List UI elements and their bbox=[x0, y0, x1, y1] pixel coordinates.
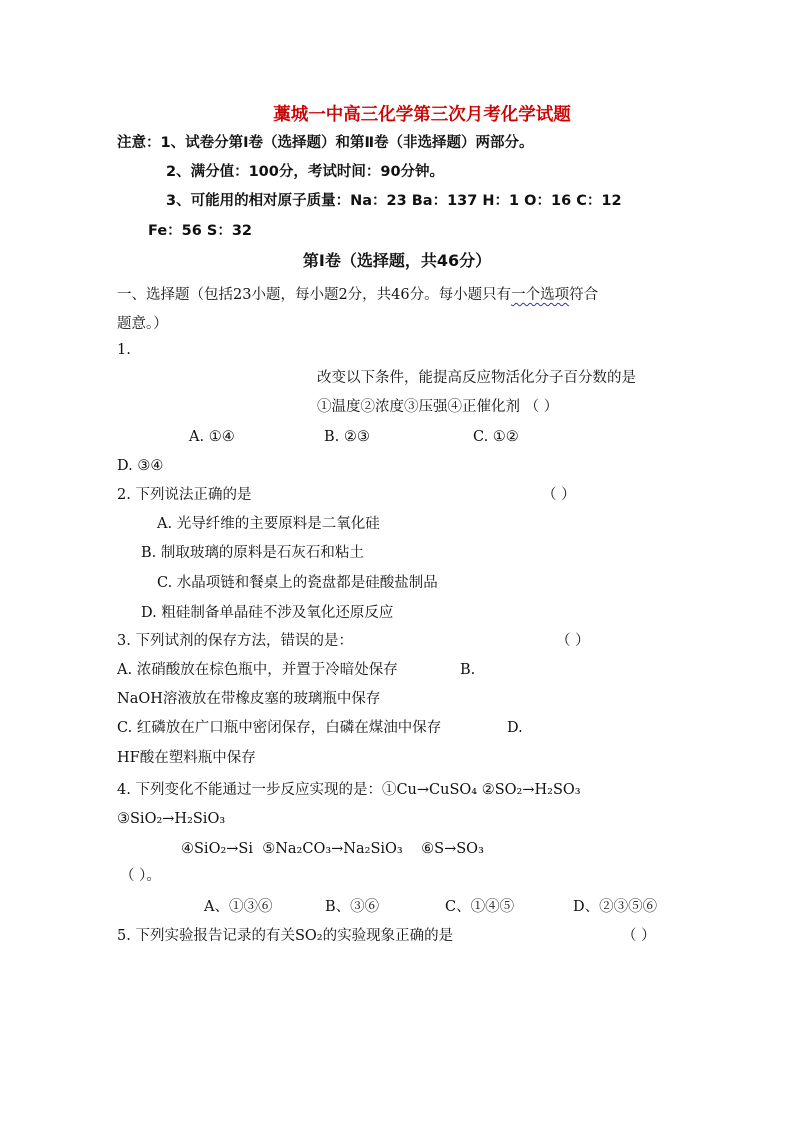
q4-reaction-5: ⑤Na₂CO₃→Na₂SiO₃ bbox=[262, 841, 403, 857]
q5-stem: 5. 下列实验报告记录的有关SO₂的实验现象正确的是 bbox=[117, 928, 454, 944]
q2-option-a: A. 光导纤维的主要原料是二氧化硅 bbox=[157, 516, 380, 532]
q4-stem-text: 4. 下列变化不能通过一步反应实现的是： bbox=[117, 782, 382, 798]
q4-answer-bracket: （ ）。 bbox=[120, 868, 161, 884]
q1-stem: 改变以下条件，能提高反应物活化分子百分数的是 bbox=[317, 370, 636, 386]
note-2: 2、满分值：100分，考试时间：90分钟。 bbox=[166, 164, 445, 180]
instructions-line-1 bbox=[117, 285, 598, 305]
note-1: 注意：1、试卷分第Ⅰ卷（选择题）和第Ⅱ卷（非选择题）两部分。 bbox=[117, 135, 534, 151]
q4-reaction-1: ①Cu→CuSO₄ bbox=[381, 782, 478, 798]
instructions-text: 一、选择题（包括23小题，每小题2分，共46分。每小题只有 bbox=[117, 287, 512, 303]
q4-reaction-3: ③SiO₂→H₂SiO₃ bbox=[117, 811, 226, 827]
note-4: Fe：56 S：32 bbox=[148, 223, 252, 239]
q3-stem: 3. 下列试剂的保存方法，错误的是： bbox=[117, 633, 353, 649]
exam-title: 藁城一中高三化学第三次月考化学试题 bbox=[273, 105, 571, 125]
note-3: 3、可能用的相对原子质量：Na：23 Ba：137 H：1 O：16 C：12 bbox=[166, 193, 622, 209]
q4-reaction-6: ⑥S→SO₃ bbox=[421, 841, 484, 857]
instructions-text-end: 符合 bbox=[569, 287, 599, 303]
q3-option-b-label: B. bbox=[460, 662, 476, 678]
q1-option-a: A. ①④ bbox=[189, 429, 235, 445]
q4-option-c: C、①④⑤ bbox=[445, 899, 515, 915]
q4-option-a: A、①③⑥ bbox=[204, 899, 273, 915]
q3-option-a: A. 浓硝酸放在棕色瓶中，并置于冷暗处保存 bbox=[117, 662, 398, 678]
instructions-line-2: 题意。） bbox=[117, 316, 168, 332]
q4-option-d: D、②③⑤⑥ bbox=[573, 899, 658, 915]
q1-option-b: B. ②③ bbox=[324, 429, 370, 445]
q2-option-c: C. 水晶项链和餐桌上的瓷盘都是硅酸盐制品 bbox=[157, 575, 438, 591]
q3-option-d-label: D. bbox=[507, 720, 523, 736]
q1-number: 1. bbox=[117, 342, 131, 358]
q4-stem bbox=[117, 780, 581, 800]
q3-option-b: NaOH溶液放在带橡皮塞的玻璃瓶中保存 bbox=[117, 691, 381, 707]
q2-answer-bracket: （ ） bbox=[542, 487, 576, 503]
q4-reaction-4: ④SiO₂→Si bbox=[181, 841, 253, 857]
q2-option-b: B. 制取玻璃的原料是石灰石和粘土 bbox=[141, 545, 364, 561]
q3-answer-bracket: （ ） bbox=[556, 633, 590, 649]
q1-option-c: C. ①② bbox=[473, 429, 519, 445]
section-title: 第Ⅰ卷（选择题，共46分） bbox=[302, 251, 492, 270]
q4-reactions-line bbox=[181, 839, 484, 859]
q3-option-d: HF酸在塑料瓶中保存 bbox=[117, 750, 256, 766]
q2-stem: 2. 下列说法正确的是 bbox=[117, 487, 252, 503]
q2-option-d: D. 粗硅制备单晶硅不涉及氧化还原反应 bbox=[141, 605, 394, 621]
q4-option-b: B、③⑥ bbox=[325, 899, 380, 915]
instructions-emphasis: 一个选项 bbox=[511, 287, 570, 303]
q5-answer-bracket: （ ） bbox=[622, 928, 656, 944]
q1-option-d: D. ③④ bbox=[117, 458, 164, 474]
q1-conditions: ①温度②浓度③压强④正催化剂 （ ） bbox=[317, 399, 559, 415]
q4-reaction-2: ②SO₂→H₂SO₃ bbox=[481, 782, 581, 798]
q3-option-c: C. 红磷放在广口瓶中密闭保存，白磷在煤油中保存 bbox=[117, 720, 442, 736]
